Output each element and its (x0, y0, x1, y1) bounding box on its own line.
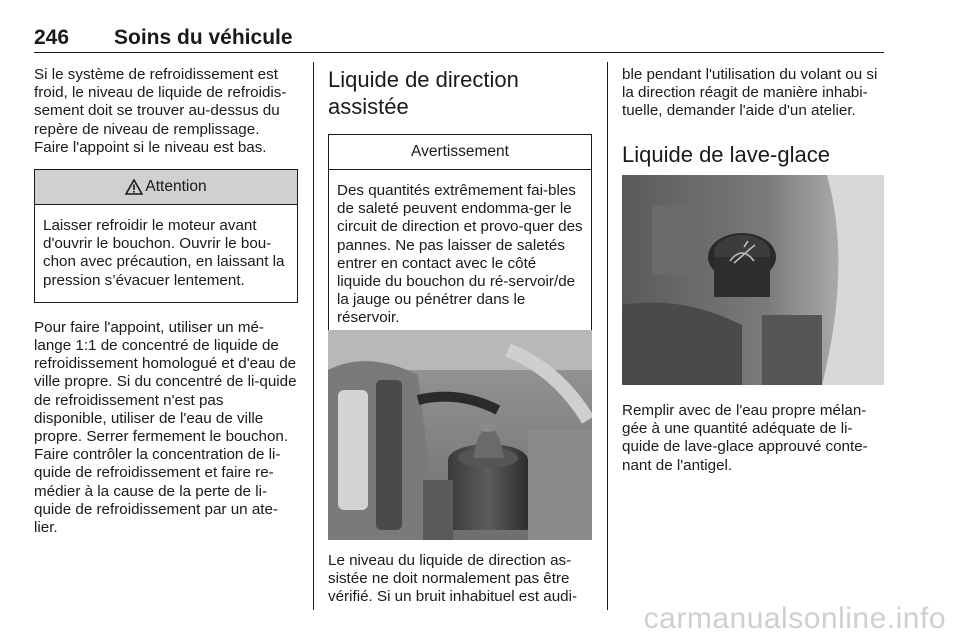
column-3-bottom (622, 402, 888, 475)
warning-box (328, 134, 592, 341)
warning-text: Des quantités extrêmement fai-bles de saleté peuvent endomma-ger le circuit de direction et provo-quer des pannes. Ne pas laisser de saletés entrer en contact avec le côté liquide du bouchon du ré-servoir/de la jauge ou pénétrer dans le réservoir. (337, 182, 583, 327)
power-steering-paragraph: Le niveau du liquide de direction as-sistée ne doit normalement pas être vérifié. Si un bruit inhabituel est audi- (328, 552, 578, 606)
warning-triangle-icon (125, 179, 143, 195)
column-3 (622, 66, 888, 168)
refill-paragraph: Pour faire l'appoint, utiliser un mé-lange 1:1 de concentré de liquide de refroidissement homologué et d'eau de ville propre. Si du concentré de li-quide de refroidissement n'est pas disponible, utiliser de l'eau de ville propre. Serrer fermement le bouchon. Faire contrôler la concentration de li-quide de refroidissement et faire re-médier à la cause de la perte de li-quide de refroidissement par un ate-lier. (34, 318, 297, 537)
section-title: Soins du véhicule (114, 26, 293, 49)
watermark: carmanualsonline.info (643, 602, 946, 635)
attention-box (34, 169, 298, 303)
column-1 (34, 66, 298, 537)
column-divider-2 (607, 62, 608, 610)
attention-label: Attention (145, 178, 207, 196)
page-header (34, 26, 884, 53)
column-divider-1 (313, 62, 314, 610)
warning-label: Avertissement (411, 143, 509, 160)
washer-fluid-reservoir-photo (622, 175, 884, 385)
warning-header (329, 135, 591, 170)
washer-fluid-paragraph: Remplir avec de l'eau propre mélan-gée à une quantité adéquate de li-quide de lave-glace approuvé conte-nant de l'antigel. (622, 402, 868, 474)
column-2 (328, 66, 592, 341)
attention-text: Laisser refroidir le moteur avant d'ouvrir le bouchon. Ouvrir le bou-chon avec précaution, en laissant la pression s’évacuer lentement. (43, 217, 285, 289)
washer-fluid-heading: Liquide de lave-glace (622, 141, 830, 167)
column-2-bottom (328, 552, 592, 607)
page-number: 246 (34, 26, 70, 49)
power-steering-heading: Liquide de direction assistée (328, 67, 519, 119)
steering-continuation-paragraph: ble pendant l'utilisation du volant ou si la direction réagit de manière inhabi-tuelle, demander l'aide d'un atelier. (622, 66, 878, 120)
attention-header (35, 170, 297, 205)
coolant-cold-paragraph: Si le système de refroidissement est froid, le niveau de liquide de refroidis-sement doit se trouver au-dessus du repère de niveau de remplissage. Faire l'appoint si le niveau est bas. (34, 66, 287, 156)
power-steering-reservoir-photo (328, 330, 592, 540)
